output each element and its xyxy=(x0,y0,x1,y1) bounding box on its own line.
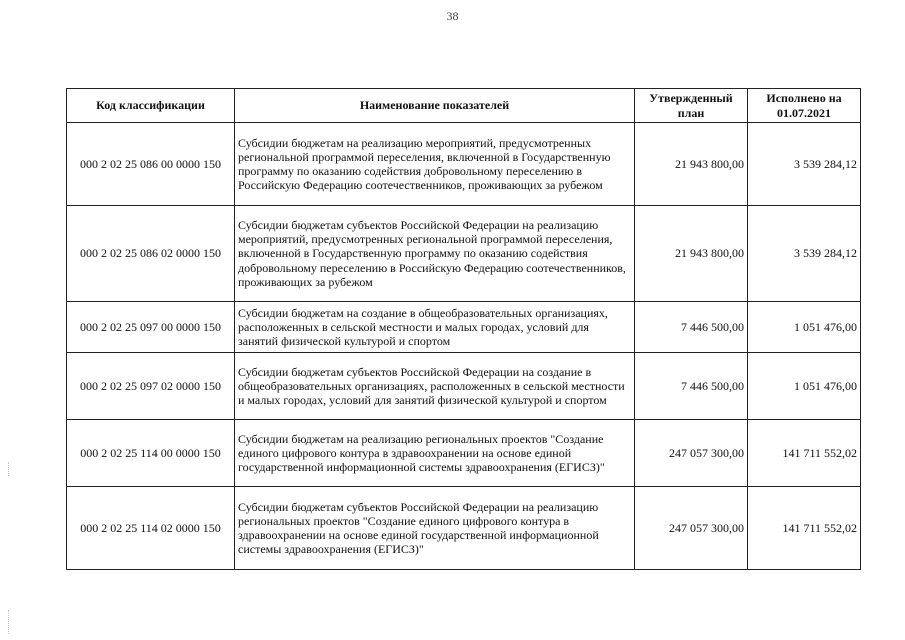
table-row xyxy=(67,487,861,570)
classification-code: 000 2 02 25 114 00 0000 150 xyxy=(67,420,235,487)
executed-value: 3 539 284,12 xyxy=(748,123,861,206)
header-plan: Утвержденный план xyxy=(635,89,748,123)
executed-value: 141 711 552,02 xyxy=(748,420,861,487)
approved-plan-value: 7 446 500,00 xyxy=(635,302,748,353)
approved-plan-value: 247 057 300,00 xyxy=(635,420,748,487)
indicator-name: Субсидии бюджетам субъектов Российской Федерации на реализацию мероприятий, предусмотренных региональной программой переселения, включенной в Государственную программу по оказанию содействия добровольному переселению в Российскую Федерацию соотечественников, проживающих за рубежом xyxy=(235,206,635,302)
table-row xyxy=(67,206,861,302)
scan-margin-mark xyxy=(8,610,11,634)
approved-plan-value: 7 446 500,00 xyxy=(635,353,748,420)
table-header-row xyxy=(67,89,861,123)
indicator-name: Субсидии бюджетам на создание в общеобразовательных организациях, расположенных в сельской местности и малых городах, условий для занятий физической культурой и спортом xyxy=(235,302,635,353)
classification-code: 000 2 02 25 086 00 0000 150 xyxy=(67,123,235,206)
executed-value: 1 051 476,00 xyxy=(748,353,861,420)
approved-plan-value: 247 057 300,00 xyxy=(635,487,748,570)
budget-table xyxy=(66,88,861,570)
indicator-name: Субсидии бюджетам субъектов Российской Федерации на реализацию региональных проектов "Создание единого цифрового контура в здравоохранении на основе единой государственной информационной системы здравоохранения (ЕГИСЗ)" xyxy=(235,487,635,570)
table-row xyxy=(67,123,861,206)
indicator-name: Субсидии бюджетам на реализацию мероприятий, предусмотренных региональной программой переселения, включенной в Государственную программу по оказанию содействия добровольному переселению в Российскую Федерацию соотечественников, проживающих за рубежом xyxy=(235,123,635,206)
table-row xyxy=(67,420,861,487)
header-name: Наименование показателей xyxy=(235,89,635,123)
executed-value: 1 051 476,00 xyxy=(748,302,861,353)
page-number: 38 xyxy=(446,9,459,23)
indicator-name: Субсидии бюджетам на реализацию региональных проектов "Создание единого цифрового контура в здравоохранении на основе единой государственной информационной системы здравоохранения (ЕГИСЗ)" xyxy=(235,420,635,487)
executed-value: 141 711 552,02 xyxy=(748,487,861,570)
approved-plan-value: 21 943 800,00 xyxy=(635,123,748,206)
table-row xyxy=(67,302,861,353)
classification-code: 000 2 02 25 086 02 0000 150 xyxy=(67,206,235,302)
header-done: Исполнено на 01.07.2021 xyxy=(748,89,861,123)
indicator-name: Субсидии бюджетам субъектов Российской Федерации на создание в общеобразовательных организациях, расположенных в сельской местности и малых городах, условий для занятий физической культурой и спортом xyxy=(235,353,635,420)
classification-code: 000 2 02 25 114 02 0000 150 xyxy=(67,487,235,570)
approved-plan-value: 21 943 800,00 xyxy=(635,206,748,302)
executed-value: 3 539 284,12 xyxy=(748,206,861,302)
scan-margin-mark xyxy=(8,462,11,476)
header-code: Код классификации xyxy=(67,89,235,123)
table-row xyxy=(67,353,861,420)
classification-code: 000 2 02 25 097 00 0000 150 xyxy=(67,302,235,353)
classification-code: 000 2 02 25 097 02 0000 150 xyxy=(67,353,235,420)
